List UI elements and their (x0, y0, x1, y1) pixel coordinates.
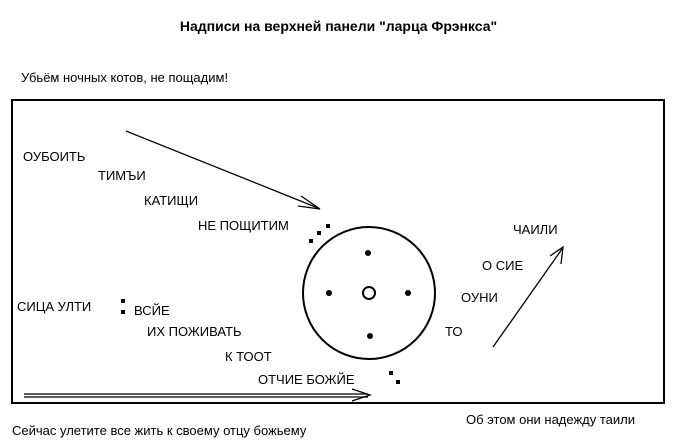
central-circle (303, 227, 435, 359)
separator-dot (317, 231, 321, 235)
circle-dot-top (365, 250, 371, 256)
separator-dot (389, 371, 393, 375)
inscription-line: ТИМЪИ (98, 168, 146, 183)
inscription-line: ОУНИ (461, 290, 498, 305)
bottom-left-caption: Сейчас улетите все жить к своему отцу божьему (12, 423, 307, 438)
separator-dot (326, 224, 330, 228)
inscription-line: ЧАИЛИ (513, 222, 558, 237)
circle-center-hole (363, 287, 375, 299)
bottom-arrow-head (352, 389, 370, 401)
separator-dot (121, 299, 125, 303)
separator-dot (309, 239, 313, 243)
circle-dot-right (405, 290, 411, 296)
panel-frame (12, 100, 664, 403)
separator-dot (121, 310, 125, 314)
separator-dot (396, 380, 400, 384)
diagonal-arrow-head (298, 196, 320, 209)
inscription-line: ВСЙЕ (134, 303, 170, 318)
inscription-line: КАТИЩИ (144, 193, 199, 208)
inscription-line: ОТЧИЕ БОЖЙЕ (258, 372, 355, 387)
inscription-line: К ТООТ (225, 349, 272, 364)
bottom-right-caption: Об этом они надежду таили (466, 412, 636, 427)
inscription-line: О СИЕ (482, 258, 524, 273)
inscription-line: ОУБОИТЬ (23, 149, 86, 164)
circle-dot-left (326, 290, 332, 296)
inscription-line: ИХ ПОЖИВАТЬ (147, 324, 242, 339)
circle-dot-bottom (367, 333, 373, 339)
inscription-line: СИЦА УЛТИ (17, 299, 92, 314)
inscription-line: НЕ ПОЩИТИМ (198, 218, 289, 233)
top-caption: Убьём ночных котов, не пощадим! (21, 70, 229, 85)
page-title: Надписи на верхней панели "ларца Фрэнкса" (179, 18, 498, 34)
inscription-line: ТО (445, 324, 463, 339)
